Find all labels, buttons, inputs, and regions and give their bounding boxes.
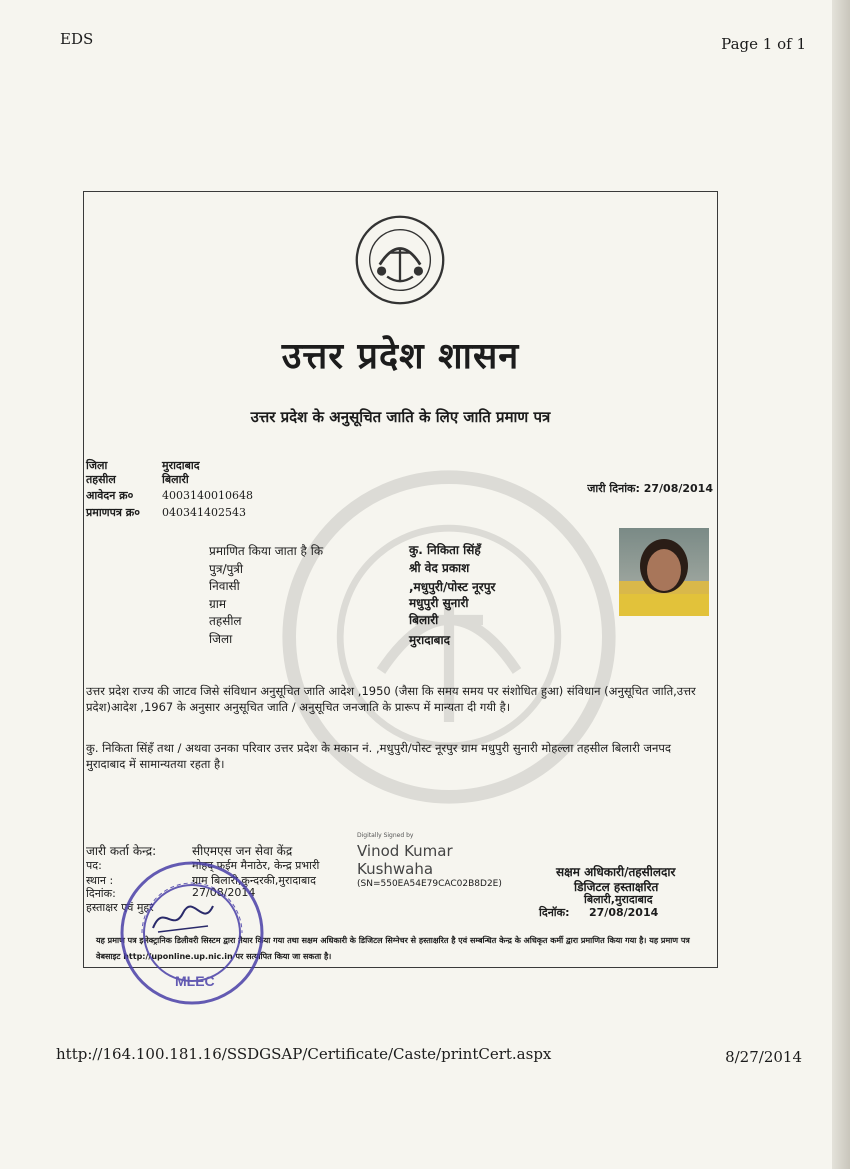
issuer-center-label: जारी कर्ता केन्द्र: — [86, 844, 157, 858]
verification-note: यह प्रमाण पत्र इलेक्ट्रानिक डिलीवरी सिस्टम द्वारा तैयार किया गया तथा सक्षम अधिकारी के डिजिटल सिग्नेचर से हस्ताक्षरित है एवं सम्बन्धित केन्द्र के अधिकृत कर्मी द्वारा प्रमाणित किया गया है। यह प्रमाण पत्र वेबसाइट http://uponline.up.nic.in पर सत्यापित किया जा सकता है। — [96, 936, 690, 961]
issuer-place-label: स्थान : — [86, 874, 114, 887]
authority-date-value: 27/08/2014 — [589, 906, 659, 919]
issuer-post-label: पद: — [86, 859, 102, 872]
detail-label: पुत्र/पुत्री — [209, 562, 244, 576]
detail-label: तहसील — [209, 614, 242, 628]
authority-digital-signed: डिजिटल हस्ताक्षरित — [574, 880, 659, 894]
caste-declaration-paragraph: उत्तर प्रदेश राज्य की जाटव जिसे संविधान अनुसूचित जाति आदेश ,1950 (जैसा कि समय समय पर संशोधित हुआ) संविधान (अनुसूचित जाति,उत्तर प्रदेश)आदेश ,1967 के अनुसार अनुसूचित जाति / अनुसूचित जनजाति के प्रारूप में मान्यता दी गयी है। — [86, 684, 696, 714]
issuer-place-value: ग्राम बिलारी,कुन्दरकी,मुरादाबाद — [192, 874, 316, 887]
detail-label: प्रमाणित किया जाता है कि — [209, 544, 324, 558]
digital-sign-name: Kushwaha — [357, 860, 434, 878]
authority-date-label: दिनॉक: — [539, 906, 570, 919]
application-no-label: आवेदन क्र० — [86, 489, 134, 502]
issue-date: जारी दिनांक: 27/08/2014 — [587, 482, 713, 495]
detail-value: मुरादाबाद — [409, 633, 451, 647]
detail-value: श्री वेद प्रकाश — [409, 561, 470, 575]
seal-text: MLEC — [175, 973, 215, 989]
detail-value: ,मधुपुरी/पोस्ट नूरपुर — [409, 580, 496, 594]
application-no-value: 4003140010648 — [162, 489, 253, 502]
residence-paragraph: कु. निकिता सिंहँ तथा / अथवा उनका परिवार उत्तर प्रदेश के मकान नं. ,मधुपुरी/पोस्ट नूरपुर ग्राम मधुपुरी सुनारी मोहल्ला तहसील बिलारी जनपद मुरादाबाद में सामान्यतया रहता है। — [86, 741, 672, 771]
authority-location: बिलारी,मुरादाबाद — [584, 893, 653, 906]
issuer-date-value: 27/08/2014 — [192, 886, 256, 899]
state-emblem-icon — [354, 214, 446, 306]
digital-sign-caption: Digitally Signed by — [357, 832, 414, 839]
district-label: जिला — [86, 459, 108, 472]
applicant-photo — [619, 528, 709, 616]
digital-sign-serial: (SN=550EA54E79CAC02B8D2E) — [357, 879, 502, 889]
detail-label: निवासी — [209, 579, 240, 593]
detail-value: कु. निकिता सिंहँ — [409, 543, 481, 557]
issuer-date-label: दिनांक: — [86, 887, 116, 900]
handwritten-signature-icon — [148, 898, 218, 938]
issuer-sign-label: हस्ताक्षर एवं मुहर — [86, 901, 154, 914]
page-header-left: EDS — [60, 30, 94, 48]
issuer-post-value: मोहद् फईम मैनाठेर, केन्द्र प्रभारी — [192, 859, 320, 872]
page-footer-url: http://164.100.181.16/SSDGSAP/Certificate/Caste/printCert.aspx — [56, 1045, 552, 1063]
tehsil-label: तहसील — [86, 473, 116, 486]
detail-label: जिला — [209, 632, 233, 646]
digital-sign-name: Vinod Kumar — [357, 842, 453, 860]
authority-title: सक्षम अधिकारी/तहसीलदार — [556, 865, 676, 879]
certificate-no-value: 040341402543 — [162, 506, 246, 519]
detail-value: मधुपुरी सुनारी — [409, 596, 469, 610]
page-edge-shadow — [832, 0, 850, 1169]
detail-value: बिलारी — [409, 613, 439, 627]
district-value: मुरादाबाद — [162, 459, 200, 472]
detail-label: ग्राम — [209, 597, 227, 611]
issuer-center-value: सीएमएस जन सेवा केंद्र — [192, 844, 293, 858]
page-header-right: Page 1 of 1 — [721, 35, 806, 53]
tehsil-value: बिलारी — [162, 473, 189, 486]
certificate-frame — [83, 191, 718, 968]
page-footer-date: 8/27/2014 — [725, 1048, 802, 1066]
certificate-no-label: प्रमाणपत्र क्र० — [86, 506, 140, 519]
certificate-subtitle: उत्तर प्रदेश के अनुसूचित जाति के लिए जाति प्रमाण पत्र — [250, 408, 551, 426]
certificate-title: उत्तर प्रदेश शासन — [281, 336, 520, 377]
